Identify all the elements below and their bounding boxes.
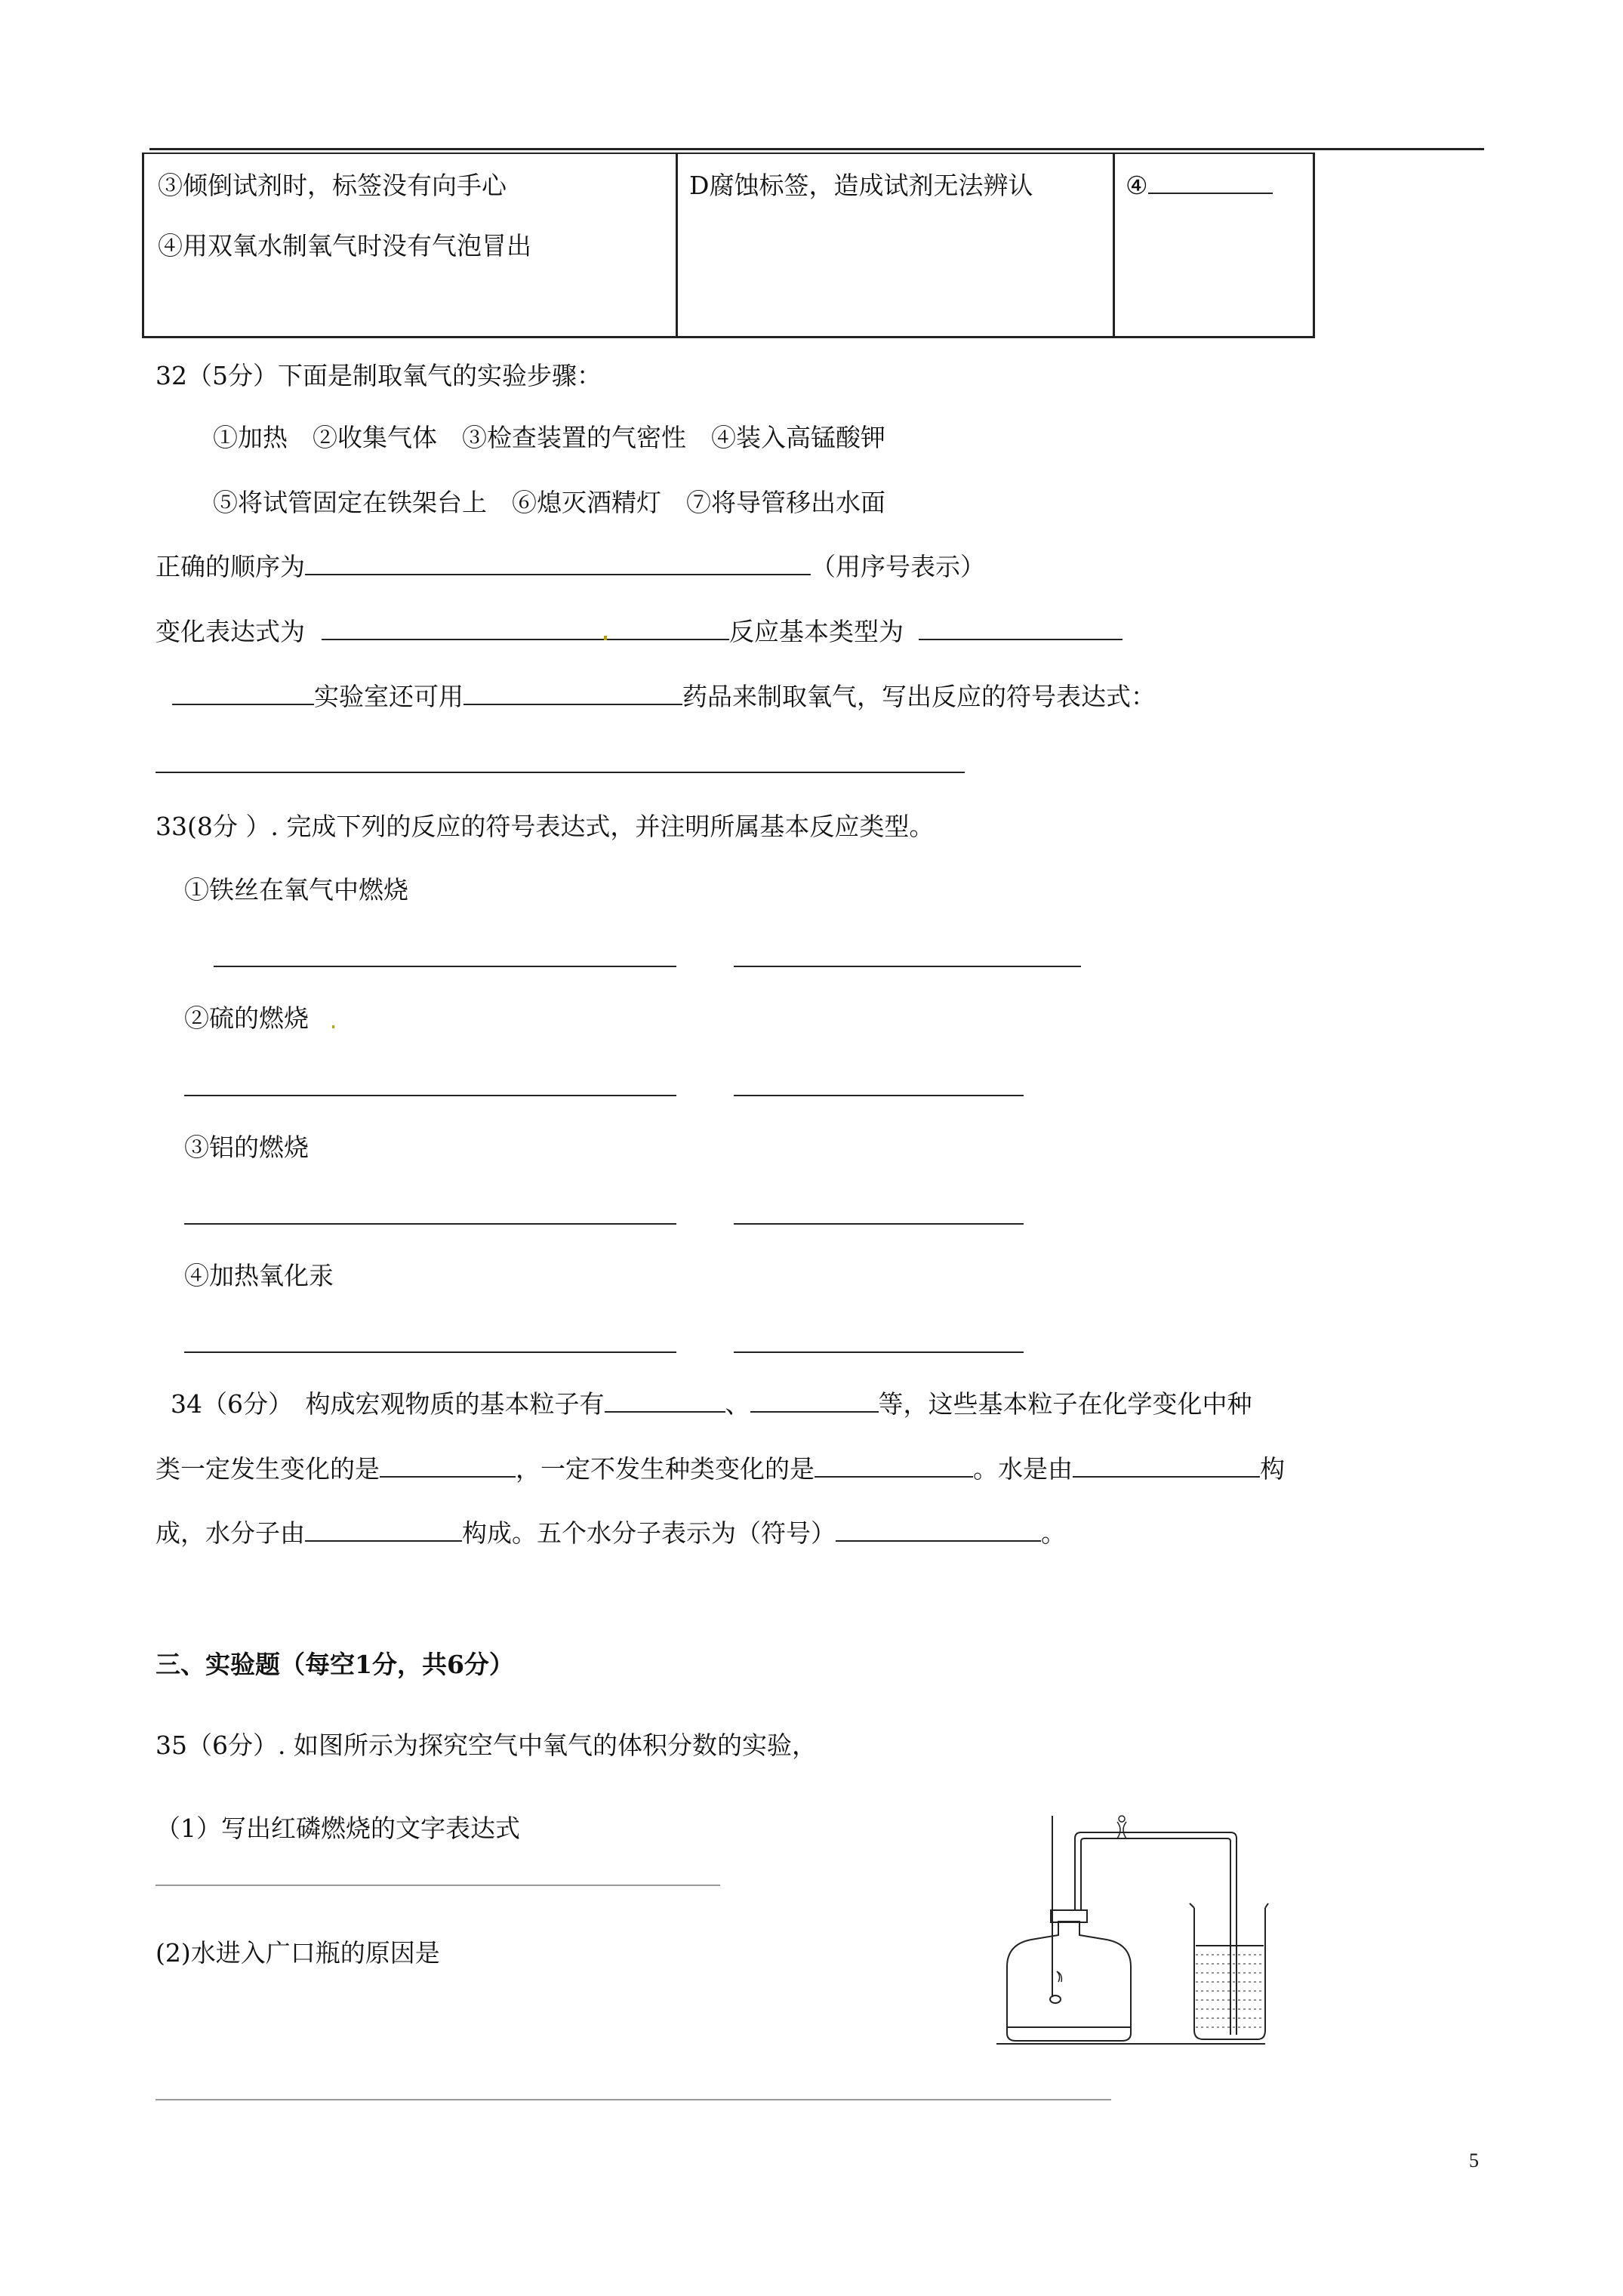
top-rule [149,148,1484,150]
expression-blank-cont[interactable] [172,681,314,705]
q32-order-line [156,550,985,584]
q34-text: 等，这些基本粒子在化学变化中种 [878,1389,1252,1419]
q33-heading: 33(8分 ）. 完成下列的反应的符号表达式，并注明所属基本反应类型。 [156,812,935,841]
q33-item-3: ③铝的燃烧 [184,1133,309,1162]
q32-lab-text-a: 实验室还可用 [314,682,463,711]
table-right-text [1126,169,1273,202]
q34-line-1 [171,1388,1252,1421]
q34-text: 。 [1041,1518,1066,1548]
q34-line-2 [156,1453,1285,1486]
expression-blank[interactable] [322,616,729,640]
equation-blank[interactable] [214,966,676,967]
particle-blank-1[interactable] [605,1388,725,1413]
table-right-label: ④ [1126,171,1148,200]
answer-line[interactable] [156,1885,720,1886]
q34-text: 。水是由 [973,1454,1073,1484]
change-blank[interactable] [380,1453,516,1478]
q34-text: 34（6分） 构成宏观物质的基本粒子有 [171,1389,605,1419]
table-column-divider [676,154,678,336]
q32-heading: 32（5分）下面是制取氧气的实验步骤： [156,361,602,390]
table-left-line-2: ④用双氧水制氧气时没有气泡冒出 [158,231,531,260]
q34-text: ，一定不发生种类变化的是 [516,1454,815,1484]
q32-type-label: 反应基本类型为 [729,617,904,646]
q35-heading: 35（6分）. 如图所示为探究空气中氧气的体积分数的实验， [156,1730,817,1760]
q34-text: 、 [725,1389,750,1419]
q32-order-label: 正确的顺序为 [156,552,305,581]
particle-blank-2[interactable] [750,1388,879,1413]
table-column-divider [1113,154,1115,336]
equation-blank[interactable] [184,1351,676,1353]
water-composed-blank[interactable] [1073,1453,1260,1478]
q33-item-4: ④加热氧化汞 [184,1261,334,1290]
q33-item-1: ①铁丝在氧气中燃烧 [184,875,408,905]
answer-line[interactable] [156,2099,1111,2100]
equation-blank[interactable] [184,1095,676,1096]
q35-sub-1: （1）写出红磷燃烧的文字表达式 [156,1814,520,1843]
type-blank[interactable] [734,1351,1024,1353]
answer-line[interactable] [156,772,965,773]
answer-blank[interactable] [1148,170,1273,194]
q32-steps-line-2: ⑤将试管固定在铁架台上 ⑥熄灭酒精灯 ⑦将导管移出水面 [213,488,885,517]
nochange-blank[interactable] [815,1453,973,1478]
type-blank[interactable] [734,1095,1024,1096]
q32-expr-line [156,615,1123,649]
molecule-blank[interactable] [305,1518,462,1542]
q34-text: 构 [1260,1454,1285,1484]
q34-line-3 [156,1517,1066,1550]
stray-dot [332,1025,334,1028]
question-table [142,153,1315,338]
reaction-type-blank[interactable] [919,616,1123,640]
q32-steps-line-1: ①加热 ②收集气体 ③检查装置的气密性 ④装入高锰酸钾 [213,423,885,452]
reagent-blank[interactable] [463,681,682,705]
q34-text: 构成。五个水分子表示为（符号） [462,1518,836,1548]
table-left-line-1: ③倾倒试剂时，标签没有向手心 [158,171,507,200]
type-blank[interactable] [734,1223,1024,1225]
q32-lab-line [172,680,1156,713]
q32-lab-text-b: 药品来制取氧气，写出反应的符号表达式： [682,682,1156,711]
order-blank[interactable] [305,551,811,575]
q32-expr-label: 变化表达式为 [156,617,305,646]
table-mid-text: D腐蚀标签，造成试剂无法辨认 [689,171,1033,200]
equation-blank[interactable] [184,1223,676,1225]
section-3-title: 三、实验题（每空1分，共6分） [156,1650,514,1679]
type-blank[interactable] [734,966,1081,967]
stray-dot [604,636,607,640]
q34-text: 成，水分子由 [156,1518,305,1548]
apparatus-diagram [989,1808,1276,2076]
q32-order-suffix: （用序号表示） [811,552,985,581]
page-number: 5 [1469,2150,1479,2171]
q33-item-2: ②硫的燃烧 [184,1003,309,1033]
symbol-blank[interactable] [836,1518,1041,1542]
q35-sub-2: (2)水进入广口瓶的原因是 [156,1938,440,1968]
q34-text: 类一定发生变化的是 [156,1454,380,1484]
